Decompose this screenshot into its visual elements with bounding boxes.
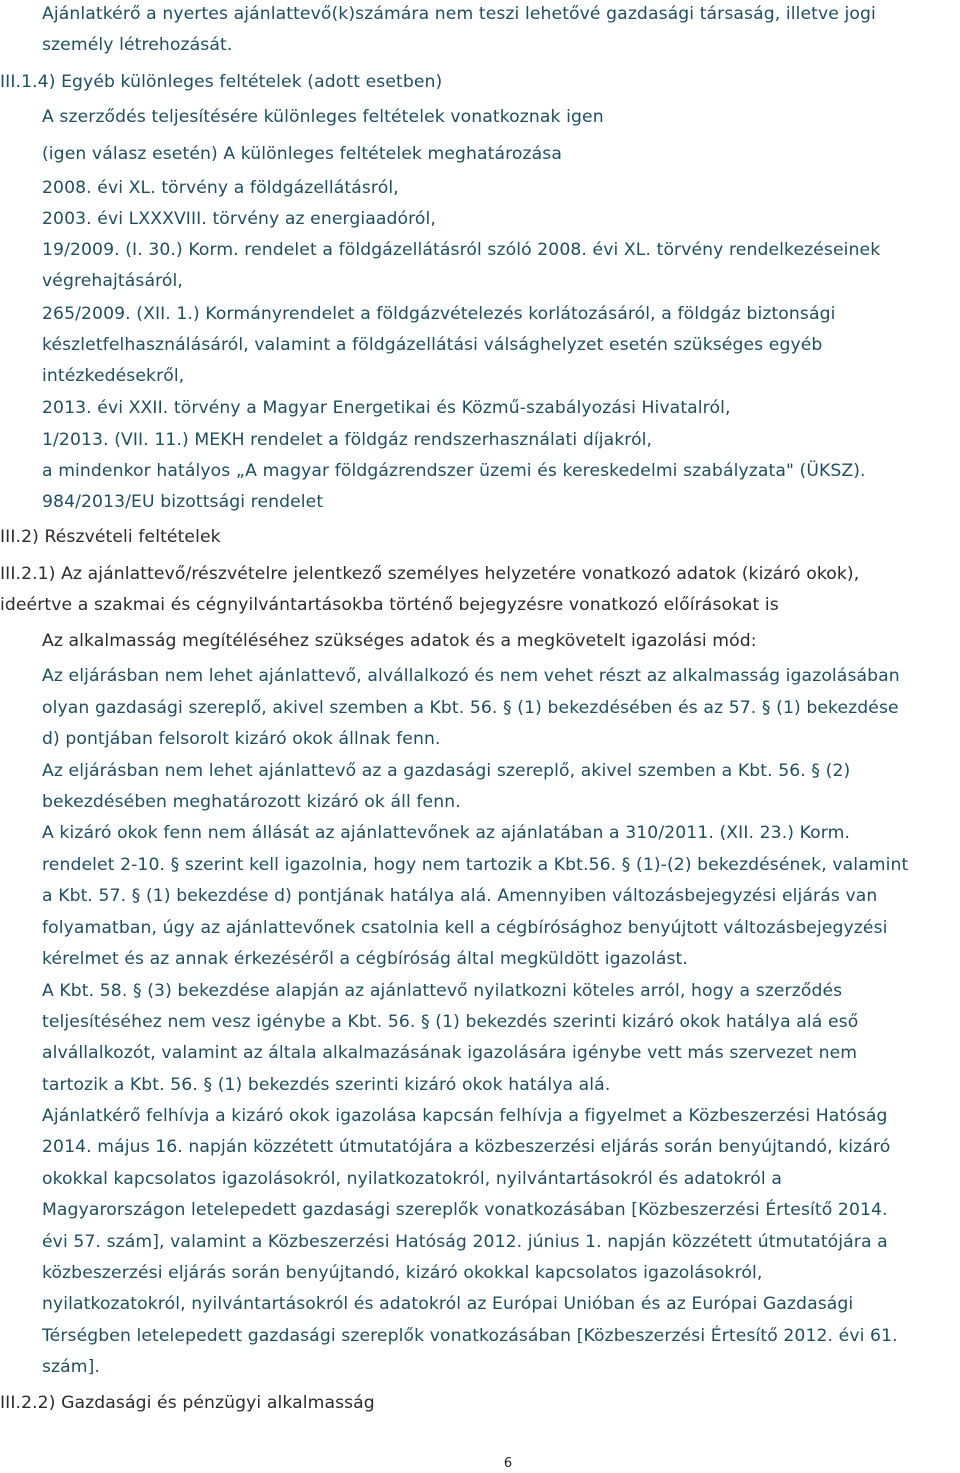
section-heading-3-2-1-line-2: ideértve a szakmai és cégnyilvántartásokba történő bejegyzésre vonatkozó előírásokat is (0, 595, 779, 615)
section-heading-3-1-4: III.1.4) Egyéb különleges feltételek (adott esetben) (0, 72, 443, 92)
page-number: 6 (503, 1456, 513, 1471)
condition-line: végrehajtásáról, (42, 271, 183, 291)
condition-line: 265/2009. (XII. 1.) Kormányrendelet a földgázvételezés korlátozásáról, a földgáz biztonsági (42, 304, 836, 324)
condition-line: készletfelhasználásáról, valamint a földgázellátási válsághelyzet esetén szükséges egyéb (42, 335, 823, 355)
body-line: olyan gazdasági szereplő, akivel szemben a Kbt. 56. § (1) bekezdésében és az 57. § (1) bekezdése (42, 698, 899, 718)
intro-line-1: Ajánlatkérő a nyertes ajánlattevő(k)számára nem teszi lehetővé gazdasági társaság, illetve jogi (42, 4, 876, 24)
body-line: szám]. (42, 1357, 101, 1377)
condition-line: a mindenkor hatályos „A magyar földgázrendszer üzemi és kereskedelmi szabályzata" (ÜKSZ). (42, 461, 866, 481)
intro-line-2: személy létrehozását. (42, 35, 233, 55)
body-line: évi 57. szám], valamint a Közbeszerzési Hatóság 2012. június 1. napján közzétett útmutatójára a (42, 1232, 888, 1252)
special-conditions-question (42, 105, 604, 129)
condition-line: 2013. évi XXII. törvény a Magyar Energetikai és Közmű-szabályozási Hivatalról, (42, 398, 731, 418)
body-line: teljesítéséhez nem vesz igénybe a Kbt. 56. § (1) bekezdés szerinti kizáró okok hatálya alá eső (42, 1012, 859, 1032)
body-line: bekezdésében meghatározott kizáró ok áll fenn. (42, 792, 461, 812)
body-line: tartozik a Kbt. 56. § (1) bekezdés szerinti kizáró okok hatálya alá. (42, 1075, 611, 1095)
body-line: okokkal kapcsolatos igazolásokról, nyilatkozatokról, nyilvántartásokról és adatokról a (42, 1169, 782, 1189)
special-conditions-question-text: A szerződés teljesítésére különleges feltételek vonatkoznak (42, 107, 567, 127)
body-line: A kizáró okok fenn nem állását az ajánlattevőnek az ajánlatában a 310/2011. (XII. 23.) Korm. (42, 823, 851, 843)
body-line: d) pontjában felsorolt kizáró okok állnak fenn. (42, 729, 441, 749)
body-line: Ajánlatkérő felhívja a kizáró okok igazolása kapcsán felhívja a figyelmet a Közbeszerzési Hatóság (42, 1106, 888, 1126)
body-line: rendelet 2-10. § szerint kell igazolnia, hogy nem tartozik a Kbt.56. § (1)-(2) bekezdésének, valamint (42, 855, 909, 875)
body-line: folyamatban, úgy az ajánlattevőnek csatolnia kell a cégbírósághoz benyújtott változásbejegyzési (42, 918, 888, 938)
body-line: Térségben letelepedett gazdasági szereplők vonatkozásában [Közbeszerzési Értesítő 2012. évi 61. (42, 1326, 898, 1346)
body-line: Magyarországon letelepedett gazdasági szereplők vonatkozásában [Közbeszerzési Értesítő 2014. (42, 1200, 888, 1220)
condition-line: 19/2009. (I. 30.) Korm. rendelet a földgázellátásról szóló 2008. évi XL. törvény rendelkezéseinek (42, 240, 881, 260)
section-heading-3-2: III.2) Részvételi feltételek (0, 527, 221, 547)
body-line: közbeszerzési eljárás során benyújtandó, kizáró okokkal kapcsolatos igazolásokról, (42, 1263, 763, 1283)
special-conditions-label: (igen válasz esetén) A különleges feltételek meghatározása (42, 144, 562, 164)
condition-line: intézkedésekről, (42, 366, 185, 386)
body-line: alvállalkozót, valamint az általa alkalmazásának igazolására igénybe vett más szervezet nem (42, 1043, 858, 1063)
body-line: 2014. május 16. napján közzétett útmutatójára a közbeszerzési eljárás során benyújtandó, kizáró (42, 1137, 891, 1157)
body-line: Az eljárásban nem lehet ajánlattevő az a gazdasági szereplő, akivel szemben a Kbt. 56. § (2) (42, 761, 851, 781)
condition-line: 2003. évi LXXXVIII. törvény az energiaadóról, (42, 209, 436, 229)
body-line: kérelmet és az annak érkezéséről a cégbíróság által megküldött igazolást. (42, 949, 688, 969)
section-heading-3-2-2: III.2.2) Gazdasági és pénzügyi alkalmasság (0, 1393, 375, 1413)
special-conditions-answer: igen (566, 107, 604, 127)
condition-line: 1/2013. (VII. 11.) MEKH rendelet a földgáz rendszerhasználati díjakról, (42, 430, 653, 450)
body-line: nyilatkozatokról, nyilvántartásokról és adatokról az Európai Unióban és az Európai Gazdasági (42, 1294, 854, 1314)
body-line: Az eljárásban nem lehet ajánlattevő, alvállalkozó és nem vehet részt az alkalmasság igazolásában (42, 666, 900, 686)
condition-line: 2008. évi XL. törvény a földgázellátásról, (42, 178, 399, 198)
section-heading-3-2-1-line-1: III.2.1) Az ajánlattevő/részvételre jelentkező személyes helyzetére vonatkozó adatok (kizáró okok), (0, 564, 860, 584)
condition-line: 984/2013/EU bizottsági rendelet (42, 492, 324, 512)
body-line: A Kbt. 58. § (3) bekezdése alapján az ajánlattevő nyilatkozni köteles arról, hogy a szerződés (42, 981, 843, 1001)
suitability-subheading: Az alkalmasság megítéléséhez szükséges adatok és a megkövetelt igazolási mód: (42, 631, 757, 651)
body-line: a Kbt. 57. § (1) bekezdése d) pontjának hatálya alá. Amennyiben változásbejegyzési eljárás van (42, 886, 878, 906)
